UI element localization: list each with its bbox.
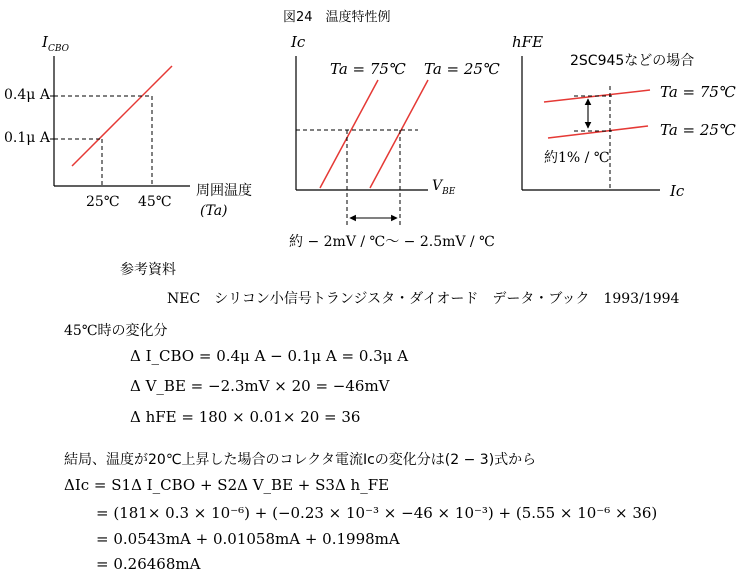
graph1-ytick-high: 0.4μ A: [4, 87, 50, 103]
graph2-curve-25: [370, 80, 428, 188]
graph3-xlabel: Ic: [670, 182, 685, 200]
graph1: [50, 56, 190, 186]
calc-heading: 45℃時の変化分: [64, 323, 168, 339]
result-line1: ΔIc = S1Δ I_CBO + S2Δ V_BE + S3Δ h_FE: [64, 476, 390, 494]
result-line3: = 0.0543mA + 0.01058mA + 0.1998mA: [96, 530, 400, 548]
figure-title: 図24 温度特性例: [283, 10, 391, 25]
graph3-subtitle: 2SC945などの場合: [570, 53, 695, 69]
graph1-xtick-25: 25℃: [86, 194, 120, 210]
graph1-ytick-low: 0.1μ A: [4, 130, 50, 146]
graph3-label-75: Ta = 75℃: [660, 83, 736, 101]
graph1-ylabel: $I_{CBO}$: [42, 33, 69, 54]
graph1-xtick-45: 45℃: [138, 194, 172, 210]
result-intro: 結局、温度が20℃上昇した場合のコレクタ電流Icの変化分は(2 − 3)式から: [64, 452, 537, 468]
result-line4: = 0.26468mA: [96, 555, 201, 573]
graph2-annotation: 約 − 2mV / ℃〜 − 2.5mV / ℃: [289, 234, 495, 250]
calc-delta-hfe: Δ hFE = 180 × 0.01× 20 = 36: [130, 408, 361, 426]
graph2-ylabel: Ic: [291, 33, 306, 51]
graph3-ylabel: hFE: [512, 33, 544, 51]
reference-source: NEC シリコン小信号トランジスタ・ダイオード データ・ブック 1993/1994: [167, 291, 680, 307]
reference-heading: 参考資料: [120, 262, 176, 278]
graph1-xlabel-line1: 周囲温度: [196, 183, 252, 199]
graph1-curve: [72, 66, 172, 166]
graph3-annotation: 約1% / ℃: [544, 150, 610, 166]
graph2-label-25: Ta = 25℃: [424, 60, 500, 78]
graph2-xlabel: $V_{BE}$: [432, 178, 456, 197]
calc-delta-icbo: Δ I_CBO = 0.4μ A − 0.1μ A = 0.3μ A: [130, 347, 409, 365]
graph2: [296, 56, 428, 226]
result-line2: = (181× 0.3 × 10⁻⁶) + (−0.23 × 10⁻³ × −46 × 10⁻³) + (5.55 × 10⁻⁶ × 36): [96, 504, 658, 522]
graph3-label-25: Ta = 25℃: [660, 121, 736, 139]
graph2-curve-75: [320, 80, 378, 188]
graph1-xlabel-line2: (Ta): [200, 203, 228, 219]
graph3: [522, 56, 660, 190]
graph2-label-75: Ta = 75℃: [330, 60, 406, 78]
calc-delta-vbe: Δ V_BE = −2.3mV × 20 = −46mV: [130, 377, 390, 395]
graph3-curve-25: [548, 126, 648, 138]
